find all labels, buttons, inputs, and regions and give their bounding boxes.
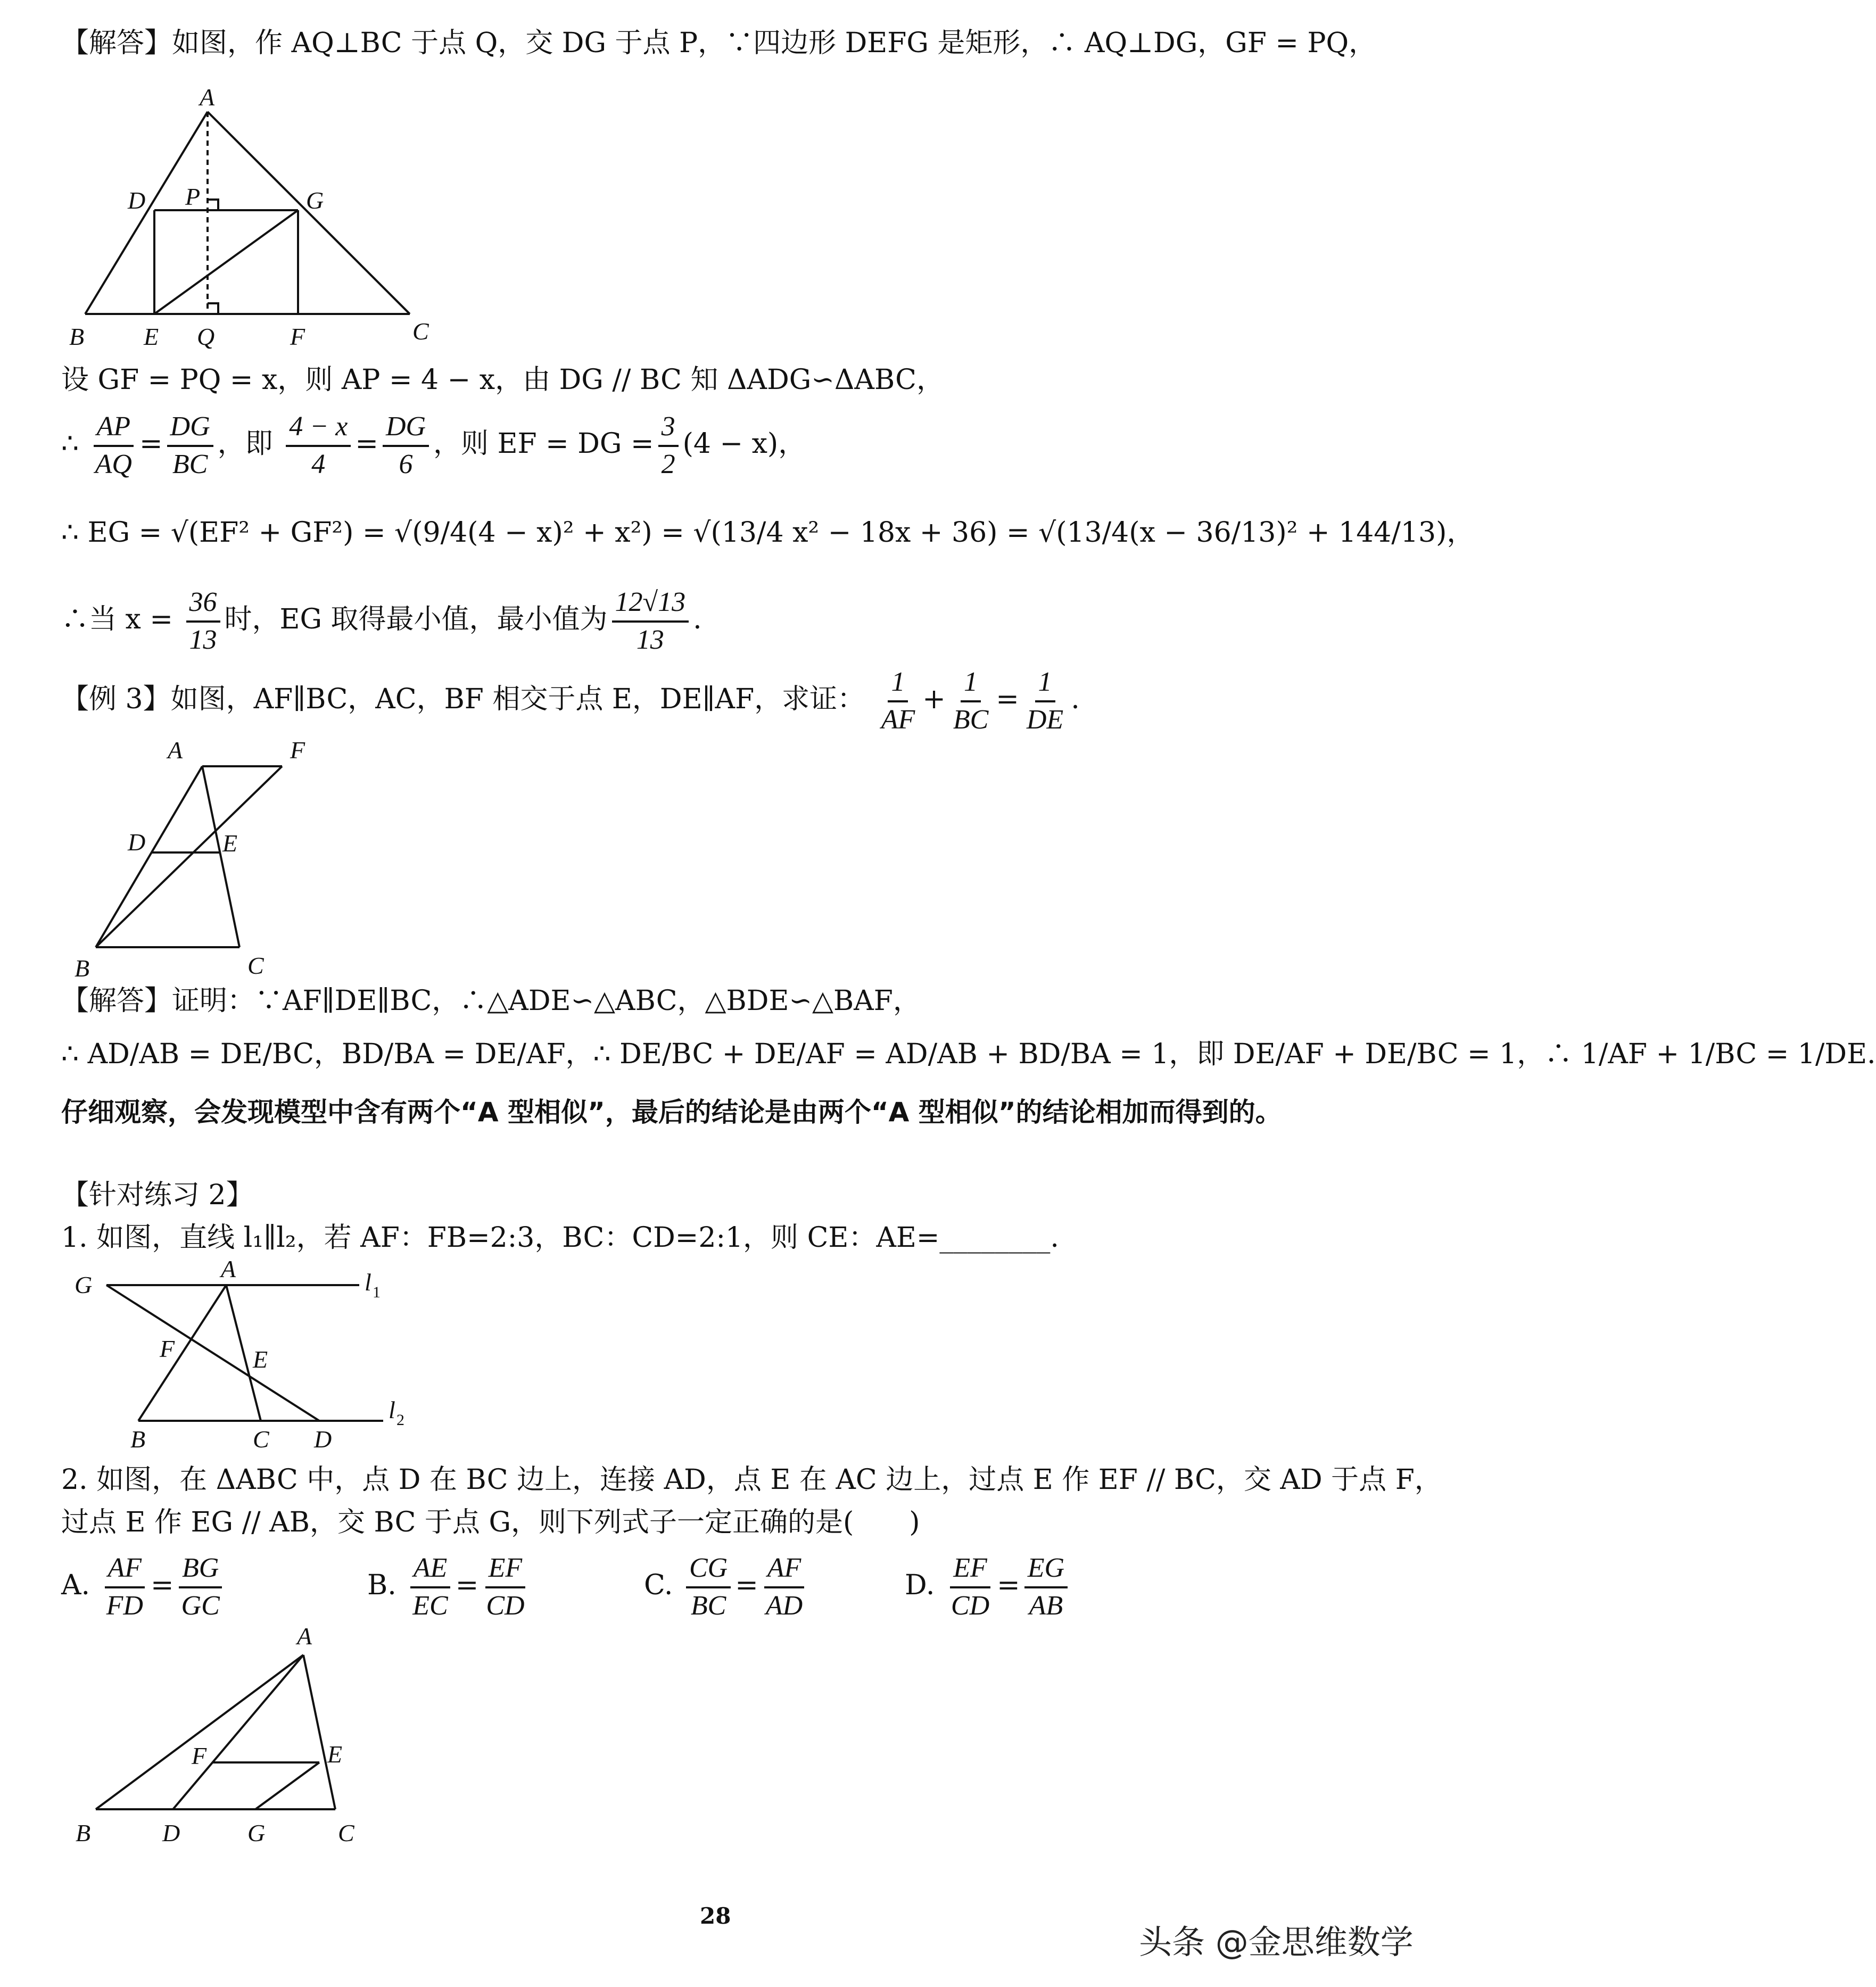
fig4-label-G: G	[247, 1819, 266, 1847]
fig2-label-C: C	[247, 952, 264, 979]
goal-fraction-bc: $\frac{1}{BC}$	[953, 667, 989, 735]
fig2-label-F: F	[290, 736, 305, 764]
fraction-36-13: $\frac{36}{13}$	[186, 588, 220, 655]
fig2-label-B: B	[75, 955, 90, 982]
example3-proof-head: 【解答】证明：∵AF∥DE∥BC，∴△ADE∽△ABC，△BDE∽△BAF，	[61, 985, 921, 1017]
fig1-label-P: P	[185, 183, 201, 210]
eg-equation: ∴ EG = √(EF² + GF²) = √(9/4(4 − x)² + x²) = √(13/4 x² − 18x + 36) = √(13/4(x − 36/13)² + 144/13)，	[61, 517, 1475, 549]
figure-example3	[64, 729, 362, 984]
question-2-line2: 过点 E 作 EG // AB，交 BC 于点 G，则下列式子一定正确的是( )	[61, 1506, 920, 1538]
option-a[interactable]: A. $\frac{AF}{FD}$ = $\frac{BG}{GC}$	[61, 1554, 227, 1620]
fig3-label-D: D	[314, 1426, 332, 1453]
question-1: 1. 如图，直线 l₁∥l₂，若 AF：FB=2:3，BC：CD=2:1，则 CE：AE=________.	[61, 1222, 1059, 1254]
fig4-label-B: B	[76, 1819, 91, 1847]
example3-note: 仔细观察，会发现模型中含有两个“A 型相似”，最后的结论是由两个“A 型相似”的结论相加而得到的。	[61, 1097, 1282, 1128]
solution-step1: 设 GF = PQ = x，则 AP = 4 − x，由 DG // BC 知 ΔADG∽ΔABC，	[61, 364, 944, 396]
fig1-label-B: B	[69, 323, 85, 350]
page-number: 28	[700, 1903, 731, 1929]
goal-fraction-de: $\frac{1}{DE}$	[1026, 667, 1064, 735]
solution-intro: 【解答】如图，作 AQ⊥BC 于点 Q，交 DG 于点 P，∵四边形 DEFG 是矩形，∴ AQ⊥DG，GF = PQ，	[61, 27, 1377, 59]
fig3-sub-1: 1	[373, 1284, 381, 1301]
practice-heading: 【针对练习 2】	[61, 1179, 254, 1211]
fraction-dg-6: $\frac{DG}{6}$	[383, 412, 429, 479]
fig3-label-l1: l	[365, 1269, 371, 1296]
fig2-label-A: A	[168, 736, 183, 764]
fig1-label-F: F	[290, 323, 305, 350]
figure-question1	[69, 1255, 431, 1453]
fig1-label-E: E	[144, 323, 159, 350]
fraction-ap-aq: $\frac{AP}{AQ}$	[92, 412, 135, 479]
fraction-min-value: $\frac{12√13}{13}$	[612, 588, 689, 655]
figure-question2	[69, 1623, 399, 1857]
fig2-label-E: E	[222, 830, 238, 857]
fig4-label-F: F	[192, 1742, 207, 1769]
fig3-label-l2: l	[389, 1396, 395, 1423]
fig4-label-C: C	[338, 1819, 354, 1847]
minimum-line: ∴当 x = $\frac{36}{13}$ 时，EG 取得最小值，最小值为 $\frac{12√13}{13}$ .	[61, 587, 702, 655]
fig3-label-G: G	[75, 1271, 93, 1298]
option-b[interactable]: B. $\frac{AE}{EC}$ = $\frac{EF}{CD}$	[367, 1553, 525, 1621]
fig3-label-C: C	[253, 1426, 269, 1453]
fig3-label-E: E	[253, 1346, 268, 1373]
option-d[interactable]: D. $\frac{EF}{CD}$ = $\frac{EG}{AB}$	[905, 1554, 1072, 1620]
fig1-label-A: A	[200, 84, 215, 111]
option-c[interactable]: C. $\frac{CG}{BC}$ = $\frac{AF}{AD}$	[644, 1554, 810, 1620]
fig2-label-D: D	[128, 829, 146, 856]
question-2-line1: 2. 如图，在 ΔABC 中，点 D 在 BC 边上，连接 AD，点 E 在 AC 边上，过点 E 作 EF // BC，交 AD 于点 F，	[61, 1464, 1442, 1496]
figure-rectangle-in-triangle	[64, 85, 447, 351]
fig1-label-Q: Q	[197, 323, 215, 350]
fraction-4x-4: $\frac{4 - x}{4}$	[286, 412, 351, 479]
fig1-label-C: C	[412, 318, 429, 345]
fig3-label-B: B	[130, 1426, 146, 1453]
fig1-label-G: G	[306, 187, 324, 214]
ratio-equation-line: ∴ $\frac{AP}{AQ}$ = $\frac{DG}{BC}$ ，即 $\frac{4 - x}{4}$ = $\frac{DG}{6}$ ，则 EF = DG = $\frac{3}{2}$ (4 − x)，	[61, 411, 806, 479]
fraction-3-2: $\frac{3}{2}$	[658, 412, 679, 479]
fig3-sub-2: 2	[396, 1411, 404, 1429]
fig1-label-D: D	[128, 187, 146, 214]
goal-fraction-af: $\frac{1}{AF}$	[881, 667, 915, 735]
example3-title-line: 【例 3】如图，AF∥BC，AC，BF 相交于点 E，DE∥AF，求证： $\frac{1}{AF}$ + $\frac{1}{BC}$ = $\frac{1}{DE}$ .	[61, 667, 1080, 735]
watermark: 头条 @金思维数学	[1139, 1923, 1414, 1961]
fig3-label-F: F	[160, 1335, 175, 1362]
fraction-dg-bc: $\frac{DG}{BC}$	[167, 412, 213, 479]
fig3-label-A: A	[221, 1255, 236, 1282]
fig4-label-A: A	[297, 1622, 312, 1650]
example3-proof-equation: ∴ AD/AB = DE/BC，BD/BA = DE/AF，∴ DE/BC + DE/AF = AD/AB + BD/BA = 1，即 DE/AF + DE/BC = 1，∴ 1/AF + 1/BC = 1/DE.	[61, 1038, 1876, 1070]
fig4-label-D: D	[162, 1819, 180, 1847]
fig4-label-E: E	[327, 1741, 343, 1768]
